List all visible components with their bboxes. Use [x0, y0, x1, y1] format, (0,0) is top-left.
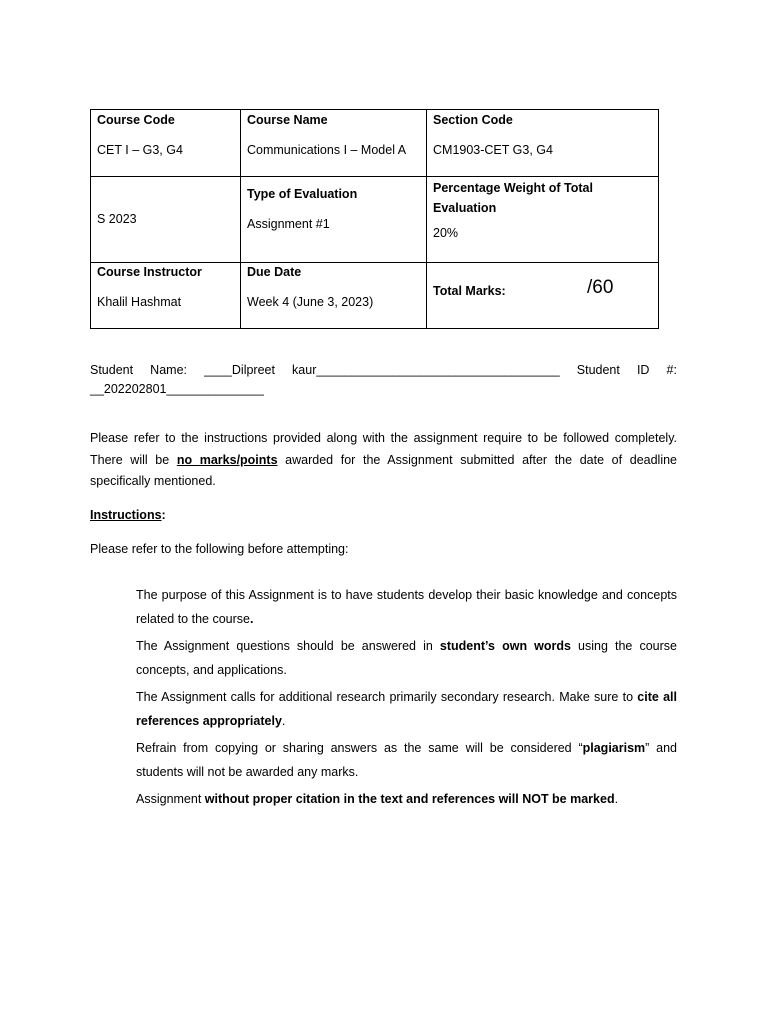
term-cell — [91, 177, 241, 263]
list-item — [110, 634, 677, 682]
course-name-value: Communications I – Model A — [247, 142, 407, 157]
evaluation-type-label: Type of Evaluation — [247, 187, 358, 201]
student-name-word: Student — [576, 363, 620, 377]
list-item — [110, 736, 677, 784]
term-value: S 2023 — [97, 212, 137, 227]
course-name-cell — [241, 110, 427, 177]
evaluation-type-value: Assignment #1 — [247, 216, 330, 231]
list-item-text-end: using the course concepts, and applications. — [136, 639, 677, 677]
list-item-bold: student’s own words — [439, 639, 571, 653]
course-code-value: CET I – G3, G4 — [97, 142, 183, 157]
instructions-heading — [90, 508, 166, 522]
no-marks-emphasis: no marks/points — [176, 452, 278, 467]
evaluation-type-cell — [241, 177, 427, 263]
instructor-value: Khalil Hashmat — [97, 294, 182, 309]
course-name-label: Course Name — [247, 113, 328, 127]
section-code-label: Section Code — [433, 113, 513, 127]
list-item — [110, 685, 677, 733]
list-item — [110, 583, 677, 631]
due-date-label: Due Date — [247, 265, 302, 279]
weight-value: 20% — [433, 226, 459, 240]
intro-paragraph-part1: Please refer to the instructions provided along with the assignment require to be followed completely. There will be — [90, 431, 677, 467]
due-date-cell — [241, 263, 427, 329]
instructions-heading-text: Instructions — [90, 508, 162, 522]
instructions-intro: Please refer to the following before attempting: — [90, 542, 349, 556]
student-name-word: kaur___________________________________ — [292, 363, 560, 377]
list-item-text: Assignment — [136, 792, 205, 806]
list-item-text-end: . — [281, 714, 286, 728]
instructions-list — [110, 583, 677, 814]
list-item-text: The Assignment questions should be answered in — [136, 639, 440, 653]
list-item-bold: without proper citation in the text and references will NOT be marked — [204, 792, 615, 806]
course-code-cell — [91, 110, 241, 177]
student-name-word: Student — [90, 363, 134, 377]
total-marks-value: /60 — [587, 277, 614, 298]
course-info-table — [90, 109, 659, 329]
total-marks-cell — [427, 263, 659, 329]
student-id-value: __202202801______________ — [90, 382, 264, 396]
list-item-bold: plagiarism — [582, 741, 646, 755]
list-item-text: The purpose of this Assignment is to have students develop their basic knowledge and concepts related to the course — [136, 588, 677, 626]
student-name-word: ____Dilpreet — [204, 363, 275, 377]
list-item — [110, 787, 677, 811]
instructions-heading-colon: : — [161, 508, 166, 522]
list-item-text: Refrain from copying or sharing answers as the same will be considered “ — [136, 741, 583, 755]
student-name-word: ID — [636, 363, 650, 377]
student-info-line — [90, 361, 677, 399]
due-date-value: Week 4 (June 3, 2023) — [247, 294, 374, 309]
student-name-word: Name: — [150, 363, 187, 377]
list-item-text: The Assignment calls for additional research primarily secondary research. Make sure to — [136, 690, 638, 704]
list-item-bold: cite all references appropriately — [136, 690, 677, 728]
course-code-label: Course Code — [97, 113, 175, 127]
intro-paragraph-part2: awarded for the Assignment submitted after the date of deadline specifically mentioned. — [90, 452, 678, 488]
list-item-bold: . — [249, 612, 254, 626]
instructor-cell — [91, 263, 241, 329]
student-name-row — [90, 361, 677, 380]
section-code-cell — [427, 110, 659, 177]
weight-cell — [427, 177, 659, 263]
section-code-value: CM1903-CET G3, G4 — [433, 142, 553, 157]
list-item-text-end: ” and students will not be awarded any marks. — [136, 741, 677, 779]
total-marks-label: Total Marks: — [433, 284, 506, 298]
intro-paragraph — [90, 428, 677, 493]
instructor-label: Course Instructor — [97, 265, 202, 279]
weight-label: Percentage Weight of Total Evaluation — [433, 181, 593, 215]
list-item-text-end: . — [614, 792, 619, 806]
student-name-word: #: — [666, 363, 677, 377]
